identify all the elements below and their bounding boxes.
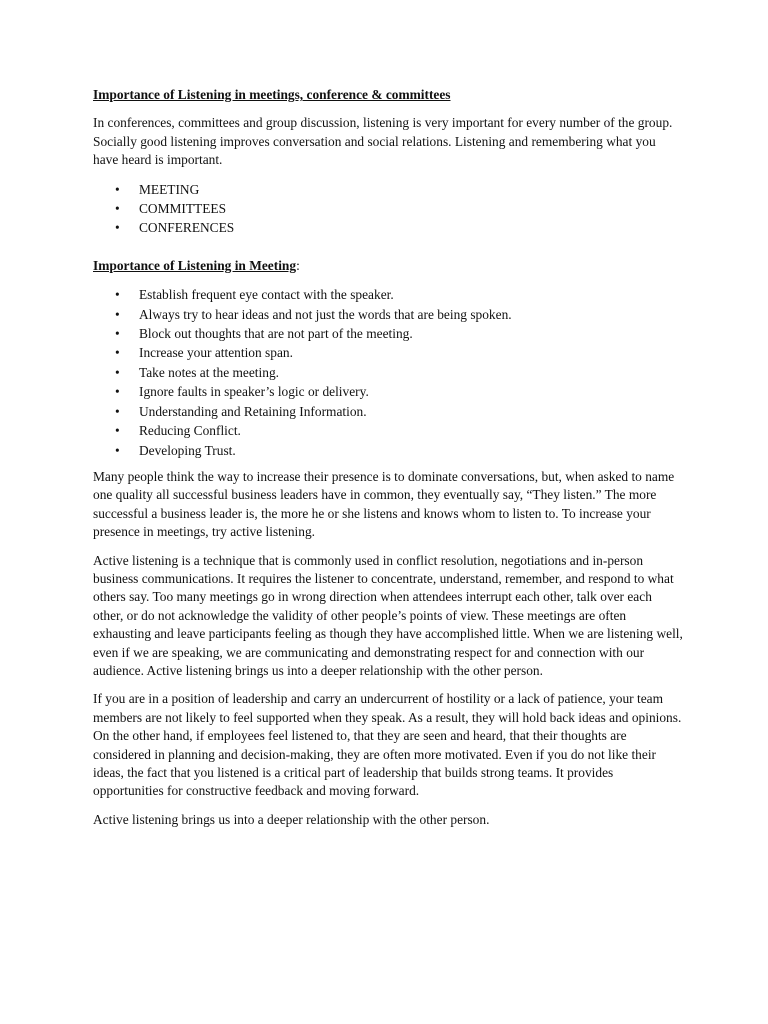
list-item: • COMMITTEES (93, 199, 683, 218)
list-item: • Increase your attention span. (93, 343, 683, 362)
paragraph-leadership: If you are in a position of leadership and carry an undercurrent of hostility or a lack of patience, your team members are not likely to feel supported when they speak. As a result, they will hold back ideas and opinions. On the other hand, if employees feel listened to, that they are seen and heard, that their thoughts are considered in planning and decision-making, they are often more motivated. Even if you do not like their ideas, the fact that you listened is a critical part of leadership that builds strong teams. It provides opportunities for constructive feedback and moving forward. (93, 691, 682, 799)
bullet-icon: • (115, 403, 120, 419)
list-item: • Developing Trust. (93, 441, 683, 460)
bullet-icon: • (115, 384, 120, 400)
bullet-list-contexts (93, 180, 683, 238)
document-page (93, 86, 683, 829)
bullet-icon: • (115, 423, 120, 439)
list-item: • CONFERENCES (93, 218, 683, 237)
list-item: • Reducing Conflict. (93, 421, 683, 440)
bullet-list-meeting-tips (93, 285, 683, 460)
list-item: • Always try to hear ideas and not just the words that are being spoken. (93, 305, 683, 324)
bullet-icon: • (115, 181, 120, 197)
intro-paragraph: In conferences, committees and group discussion, listening is very important for every number of the group. Socially good listening improves conversation and social relations. Listening and remembering what you have heard is important. (93, 115, 673, 168)
heading-importance-of-listening: Importance of Listening in meetings, conference & committees (93, 87, 451, 102)
bullet-icon: • (115, 306, 120, 322)
paragraph-closing: Active listening brings us into a deeper relationship with the other person. (93, 811, 490, 827)
bullet-icon: • (115, 220, 120, 236)
bullet-icon: • (115, 287, 120, 303)
list-item: • MEETING (93, 180, 683, 199)
bullet-icon: • (115, 326, 120, 342)
list-item: • Understanding and Retaining Information. (93, 402, 683, 421)
paragraph-active-listening: Active listening is a technique that is commonly used in conflict resolution, negotiations and in-person business communications. It requires the listener to concentrate, understand, remember, and respond to what others say. Too many meetings go in wrong direction when attendees interrupt each other, talk over each other, or do not acknowledge the validity of other people’s points of view. These meetings are often exhausting and leave participants feeling as though they have accomplished little. When we are listening well, even if we are speaking, we are communicating and demonstrating respect for and connection with our audience. Active listening brings us into a deeper relationship with the other person. (93, 552, 683, 678)
bullet-icon: • (115, 364, 120, 380)
bullet-icon: • (115, 442, 120, 458)
bullet-icon: • (115, 201, 120, 217)
paragraph-presence: Many people think the way to increase their presence is to dominate conversations, but, when asked to name one quality all successful business leaders have in common, they eventually say, “They listen.” The more successful a business leader is, the more he or she listens and knows whom to listen to. To increase your presence in meetings, try active listening. (93, 468, 675, 540)
list-item: • Establish frequent eye contact with the speaker. (93, 285, 683, 304)
heading-importance-in-meeting: Importance of Listening in Meeting: (93, 257, 300, 273)
list-item: • Block out thoughts that are not part of the meeting. (93, 324, 683, 343)
list-item: • Ignore faults in speaker’s logic or delivery. (93, 382, 683, 401)
bullet-icon: • (115, 345, 120, 361)
list-item: • Take notes at the meeting. (93, 363, 683, 382)
